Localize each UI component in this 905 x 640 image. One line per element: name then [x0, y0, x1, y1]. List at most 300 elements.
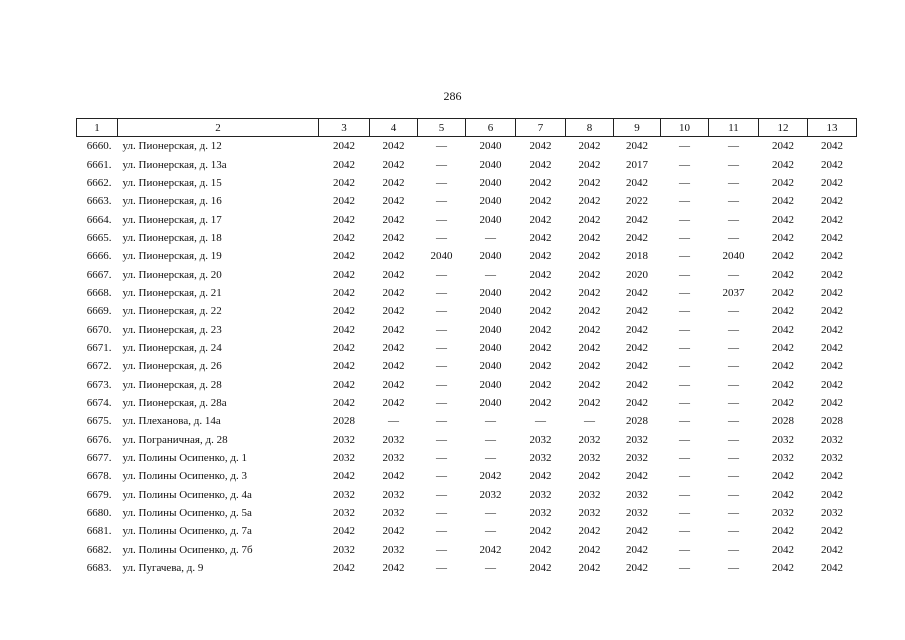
year-cell: 2032: [382, 452, 405, 465]
row-number: 6681.: [86, 525, 112, 538]
column-header-5: 5: [418, 119, 466, 137]
year-cell: 2042: [578, 470, 601, 483]
year-cell: 2032: [529, 433, 552, 446]
address-cell: ул. Пионерская, д. 23: [122, 323, 222, 336]
column-header-6: 6: [466, 119, 516, 137]
year-cell: 2042: [578, 231, 601, 244]
year-cell: —: [436, 213, 447, 226]
address-cell: ул. Пионерская, д. 26: [122, 360, 222, 373]
year-cell: 2042: [382, 250, 405, 263]
year-cell: —: [436, 507, 447, 520]
year-cell: 2042: [821, 488, 843, 501]
table-row: [77, 137, 857, 156]
table-row: [77, 339, 857, 357]
year-cell: 2042: [772, 250, 794, 263]
year-cell: 2042: [821, 525, 843, 538]
year-cell: 2042: [529, 360, 552, 373]
column-header-10: 10: [661, 119, 709, 137]
year-cell: —: [436, 305, 447, 318]
year-cell: —: [436, 341, 447, 354]
year-cell: —: [679, 488, 690, 501]
year-cell: —: [728, 231, 739, 244]
year-cell: 2042: [333, 360, 355, 373]
year-cell: —: [679, 286, 690, 299]
year-cell: 2040: [479, 378, 502, 391]
table-row: [77, 431, 857, 449]
table-row: [77, 541, 857, 559]
year-cell: 2042: [382, 195, 405, 208]
year-cell: 2032: [626, 488, 648, 501]
year-cell: 2042: [529, 525, 552, 538]
year-cell: —: [728, 470, 739, 483]
year-cell: 2032: [578, 507, 601, 520]
year-cell: 2042: [626, 323, 648, 336]
year-cell: 2042: [772, 488, 794, 501]
table-row: [77, 375, 857, 393]
year-cell: 2042: [772, 562, 794, 575]
year-cell: 2042: [578, 268, 601, 281]
row-number: 6676.: [86, 433, 112, 446]
year-cell: 2042: [529, 562, 552, 575]
year-cell: 2042: [626, 562, 648, 575]
year-cell: —: [679, 250, 690, 263]
year-cell: 2042: [821, 231, 843, 244]
year-cell: 2042: [821, 286, 843, 299]
year-cell: 2032: [382, 488, 405, 501]
year-cell: 2042: [821, 305, 843, 318]
page-number: 286: [443, 89, 462, 103]
address-cell: ул. Пионерская, д. 15: [122, 176, 222, 189]
year-cell: 2042: [578, 213, 601, 226]
year-cell: —: [728, 525, 739, 538]
year-cell: 2042: [772, 176, 794, 189]
table-row: [77, 394, 857, 412]
year-cell: 2032: [529, 452, 552, 465]
year-cell: 2042: [772, 195, 794, 208]
table-row: [77, 229, 857, 247]
year-cell: —: [485, 231, 496, 244]
header-row: [77, 119, 857, 137]
year-cell: —: [728, 268, 739, 281]
year-cell: —: [535, 415, 546, 428]
year-cell: —: [388, 415, 399, 428]
column-header-1: 1: [77, 119, 118, 137]
data-table: [76, 118, 857, 577]
table-row: [77, 504, 857, 522]
year-cell: 2042: [821, 323, 843, 336]
year-cell: 2042: [772, 158, 794, 171]
year-cell: 2042: [626, 213, 648, 226]
year-cell: 2042: [382, 396, 405, 409]
year-cell: —: [679, 378, 690, 391]
table-row: [77, 412, 857, 430]
year-cell: —: [485, 268, 496, 281]
year-cell: —: [679, 305, 690, 318]
year-cell: 2032: [578, 433, 601, 446]
address-cell: ул. Пионерская, д. 22: [122, 305, 222, 318]
year-cell: 2042: [772, 378, 794, 391]
year-cell: 2032: [333, 507, 355, 520]
column-header-7: 7: [516, 119, 566, 137]
year-cell: —: [436, 286, 447, 299]
year-cell: —: [679, 562, 690, 575]
year-cell: —: [436, 543, 447, 556]
year-cell: —: [679, 396, 690, 409]
address-cell: ул. Пионерская, д. 19: [122, 250, 222, 263]
year-cell: 2042: [626, 378, 648, 391]
year-cell: —: [679, 140, 690, 153]
table-row: [77, 302, 857, 320]
row-number: 6672.: [86, 360, 112, 373]
year-cell: 2042: [333, 250, 355, 263]
year-cell: 2032: [333, 433, 355, 446]
table-row: [77, 192, 857, 210]
year-cell: 2040: [479, 323, 502, 336]
year-cell: —: [436, 396, 447, 409]
year-cell: 2042: [626, 360, 648, 373]
row-number: 6662.: [86, 176, 112, 189]
year-cell: 2042: [382, 323, 405, 336]
year-cell: —: [728, 488, 739, 501]
year-cell: 2040: [479, 305, 502, 318]
column-header-4: 4: [370, 119, 418, 137]
address-cell: ул. Пограничная, д. 28: [122, 433, 228, 446]
year-cell: 2042: [333, 195, 355, 208]
year-cell: —: [679, 176, 690, 189]
year-cell: 2042: [821, 268, 843, 281]
year-cell: —: [728, 158, 739, 171]
year-cell: 2042: [529, 341, 552, 354]
year-cell: 2032: [772, 507, 794, 520]
year-cell: 2042: [382, 562, 405, 575]
table-row: [77, 247, 857, 265]
address-cell: ул. Пионерская, д. 18: [122, 231, 222, 244]
row-number: 6664.: [86, 213, 112, 226]
year-cell: 2042: [821, 562, 843, 575]
table-row: [77, 265, 857, 283]
row-number: 6666.: [86, 250, 112, 263]
year-cell: 2042: [772, 213, 794, 226]
year-cell: 2042: [821, 378, 843, 391]
row-number: 6669.: [86, 305, 112, 318]
year-cell: 2042: [529, 140, 552, 153]
table-row: [77, 320, 857, 338]
column-header-3: 3: [319, 119, 370, 137]
year-cell: 2042: [626, 231, 648, 244]
year-cell: 2020: [626, 268, 648, 281]
year-cell: 2042: [578, 378, 601, 391]
year-cell: 2042: [333, 286, 355, 299]
year-cell: 2032: [821, 433, 843, 446]
year-cell: 2042: [578, 525, 601, 538]
row-number: 6674.: [86, 396, 112, 409]
year-cell: —: [728, 213, 739, 226]
year-cell: 2040: [479, 341, 502, 354]
year-cell: 2032: [382, 507, 405, 520]
year-cell: 2042: [626, 140, 648, 153]
year-cell: 2042: [382, 213, 405, 226]
year-cell: —: [485, 433, 496, 446]
year-cell: 2032: [333, 452, 355, 465]
year-cell: 2028: [821, 415, 843, 428]
year-cell: —: [679, 525, 690, 538]
year-cell: —: [728, 305, 739, 318]
year-cell: 2042: [772, 323, 794, 336]
address-cell: ул. Пионерская, д. 24: [122, 341, 222, 354]
year-cell: —: [728, 452, 739, 465]
year-cell: —: [679, 323, 690, 336]
year-cell: 2040: [479, 213, 502, 226]
year-cell: 2042: [382, 286, 405, 299]
year-cell: —: [728, 323, 739, 336]
year-cell: 2042: [529, 213, 552, 226]
year-cell: 2022: [626, 195, 648, 208]
table-body: [77, 137, 857, 578]
year-cell: 2042: [333, 158, 355, 171]
year-cell: —: [679, 231, 690, 244]
year-cell: 2032: [382, 543, 405, 556]
year-cell: 2042: [382, 360, 405, 373]
year-cell: 2042: [529, 176, 552, 189]
year-cell: 2042: [626, 286, 648, 299]
year-cell: 2042: [382, 268, 405, 281]
year-cell: 2042: [578, 286, 601, 299]
year-cell: 2042: [333, 562, 355, 575]
year-cell: 2042: [821, 470, 843, 483]
address-cell: ул. Полины Осипенко, д. 1: [122, 452, 247, 465]
row-number: 6678.: [86, 470, 112, 483]
year-cell: 2042: [333, 470, 355, 483]
row-number: 6665.: [86, 231, 112, 244]
year-cell: 2032: [578, 452, 601, 465]
year-cell: —: [436, 360, 447, 373]
year-cell: —: [679, 433, 690, 446]
year-cell: —: [728, 195, 739, 208]
year-cell: 2042: [821, 543, 843, 556]
year-cell: 2040: [479, 286, 502, 299]
year-cell: 2042: [772, 231, 794, 244]
year-cell: —: [436, 176, 447, 189]
year-cell: 2017: [626, 158, 648, 171]
year-cell: —: [679, 543, 690, 556]
year-cell: —: [728, 140, 739, 153]
year-cell: 2032: [821, 507, 843, 520]
year-cell: 2042: [529, 231, 552, 244]
row-number: 6668.: [86, 286, 112, 299]
year-cell: 2032: [626, 452, 648, 465]
year-cell: 2042: [821, 176, 843, 189]
year-cell: 2040: [430, 250, 453, 263]
year-cell: 2042: [578, 158, 601, 171]
row-number: 6670.: [86, 323, 112, 336]
year-cell: —: [679, 195, 690, 208]
year-cell: 2042: [529, 470, 552, 483]
year-cell: 2018: [626, 250, 648, 263]
table-row: [77, 522, 857, 540]
column-header-13: 13: [808, 119, 857, 137]
year-cell: 2042: [382, 378, 405, 391]
year-cell: 2028: [333, 415, 355, 428]
address-cell: ул. Полины Осипенко, д. 5а: [122, 507, 252, 520]
year-cell: 2032: [578, 488, 601, 501]
year-cell: 2042: [333, 525, 355, 538]
year-cell: —: [485, 562, 496, 575]
year-cell: 2042: [333, 213, 355, 226]
row-number: 6663.: [86, 195, 112, 208]
year-cell: 2042: [626, 305, 648, 318]
year-cell: 2040: [479, 140, 502, 153]
year-cell: —: [679, 341, 690, 354]
year-cell: —: [436, 488, 447, 501]
year-cell: 2042: [821, 341, 843, 354]
year-cell: 2042: [529, 323, 552, 336]
year-cell: 2042: [821, 140, 843, 153]
year-cell: 2040: [479, 396, 502, 409]
year-cell: 2042: [578, 562, 601, 575]
year-cell: —: [728, 360, 739, 373]
year-cell: 2042: [333, 323, 355, 336]
year-cell: 2042: [821, 250, 843, 263]
year-cell: —: [436, 195, 447, 208]
year-cell: —: [728, 562, 739, 575]
year-cell: 2032: [626, 433, 648, 446]
year-cell: 2042: [772, 140, 794, 153]
year-cell: 2042: [578, 360, 601, 373]
row-number: 6679.: [86, 488, 112, 501]
year-cell: 2042: [333, 176, 355, 189]
address-cell: ул. Полины Осипенко, д. 7б: [122, 543, 253, 556]
year-cell: —: [728, 341, 739, 354]
year-cell: 2042: [821, 158, 843, 171]
year-cell: 2028: [626, 415, 648, 428]
year-cell: —: [679, 415, 690, 428]
row-number: 6671.: [86, 341, 112, 354]
address-cell: ул. Пионерская, д. 21: [122, 286, 222, 299]
year-cell: 2042: [529, 305, 552, 318]
year-cell: 2042: [529, 158, 552, 171]
year-cell: 2042: [529, 268, 552, 281]
address-cell: ул. Полины Осипенко, д. 7а: [122, 525, 252, 538]
year-cell: —: [485, 452, 496, 465]
table-row: [77, 486, 857, 504]
year-cell: 2032: [333, 543, 355, 556]
year-cell: 2042: [479, 543, 502, 556]
year-cell: 2042: [626, 525, 648, 538]
year-cell: 2042: [529, 378, 552, 391]
year-cell: —: [679, 268, 690, 281]
table-row: [77, 210, 857, 228]
year-cell: 2042: [578, 396, 601, 409]
year-cell: —: [728, 433, 739, 446]
year-cell: 2037: [722, 286, 745, 299]
year-cell: 2028: [772, 415, 794, 428]
year-cell: 2040: [479, 360, 502, 373]
year-cell: —: [679, 360, 690, 373]
row-number: 6667.: [86, 268, 112, 281]
year-cell: —: [485, 507, 496, 520]
year-cell: —: [485, 525, 496, 538]
year-cell: 2042: [333, 140, 355, 153]
year-cell: 2032: [529, 507, 552, 520]
column-header-12: 12: [759, 119, 808, 137]
year-cell: —: [728, 176, 739, 189]
year-cell: —: [485, 415, 496, 428]
year-cell: 2042: [821, 396, 843, 409]
year-cell: —: [679, 507, 690, 520]
column-header-11: 11: [709, 119, 759, 137]
year-cell: 2040: [479, 158, 502, 171]
year-cell: 2042: [382, 305, 405, 318]
column-header-8: 8: [566, 119, 614, 137]
year-cell: 2032: [333, 488, 355, 501]
address-cell: ул. Пионерская, д. 20: [122, 268, 222, 281]
year-cell: 2042: [529, 286, 552, 299]
year-cell: —: [436, 231, 447, 244]
year-cell: 2042: [626, 341, 648, 354]
year-cell: 2040: [722, 250, 745, 263]
table-row: [77, 284, 857, 302]
table-row: [77, 467, 857, 485]
year-cell: —: [436, 433, 447, 446]
year-cell: —: [584, 415, 595, 428]
year-cell: 2042: [578, 195, 601, 208]
year-cell: 2042: [529, 250, 552, 263]
year-cell: —: [679, 158, 690, 171]
row-number: 6682.: [86, 543, 112, 556]
address-cell: ул. Пионерская, д. 16: [122, 195, 222, 208]
year-cell: 2042: [821, 195, 843, 208]
year-cell: 2042: [333, 268, 355, 281]
address-cell: ул. Полины Осипенко, д. 3: [122, 470, 247, 483]
year-cell: 2042: [578, 140, 601, 153]
year-cell: 2042: [772, 543, 794, 556]
year-cell: 2042: [578, 176, 601, 189]
year-cell: 2032: [479, 488, 502, 501]
row-number: 6683.: [86, 562, 112, 575]
year-cell: —: [728, 415, 739, 428]
address-cell: ул. Пионерская, д. 12: [122, 140, 222, 153]
year-cell: —: [728, 507, 739, 520]
year-cell: 2042: [382, 176, 405, 189]
year-cell: 2042: [772, 268, 794, 281]
year-cell: 2042: [772, 360, 794, 373]
year-cell: 2042: [529, 396, 552, 409]
year-cell: 2042: [479, 470, 502, 483]
year-cell: —: [679, 452, 690, 465]
address-cell: ул. Пионерская, д. 28: [122, 378, 222, 391]
year-cell: 2042: [578, 341, 601, 354]
row-number: 6673.: [86, 378, 112, 391]
year-cell: 2032: [529, 488, 552, 501]
column-header-9: 9: [614, 119, 661, 137]
year-cell: —: [436, 323, 447, 336]
address-cell: ул. Пионерская, д. 28а: [122, 396, 227, 409]
year-cell: —: [728, 396, 739, 409]
year-cell: 2042: [772, 305, 794, 318]
year-cell: —: [436, 470, 447, 483]
table-row: [77, 559, 857, 577]
year-cell: 2042: [333, 396, 355, 409]
year-cell: 2042: [578, 323, 601, 336]
year-cell: 2042: [578, 305, 601, 318]
address-cell: ул. Пугачева, д. 9: [122, 562, 204, 575]
address-cell: ул. Плеханова, д. 14а: [122, 415, 221, 428]
year-cell: 2042: [382, 341, 405, 354]
address-cell: ул. Пионерская, д. 17: [122, 213, 222, 226]
year-cell: —: [436, 452, 447, 465]
year-cell: —: [679, 213, 690, 226]
year-cell: 2042: [529, 543, 552, 556]
